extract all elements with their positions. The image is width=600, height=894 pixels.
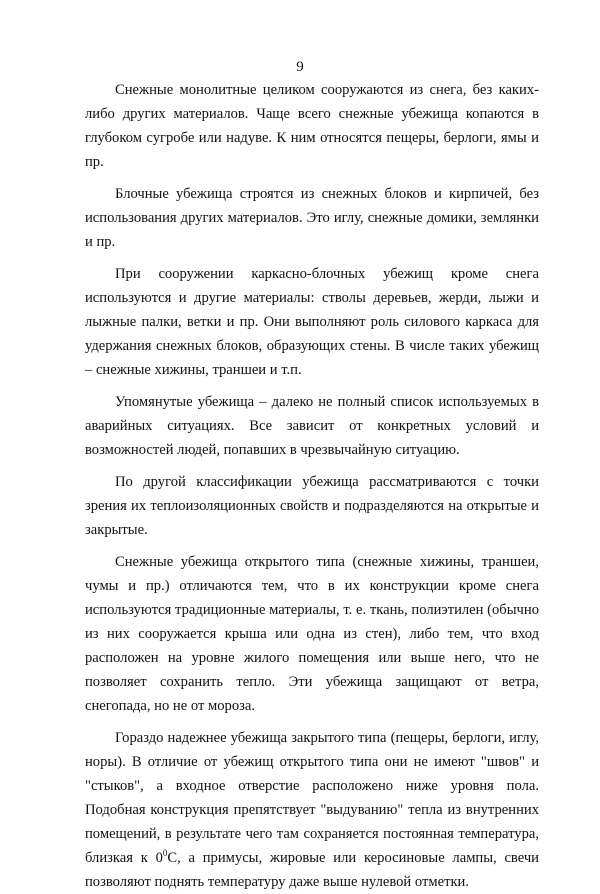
closed-type-text-before: Гораздо надежнее убежища закрытого типа (пещеры, берлоги, иглу, норы). В отличие от убежищ открытого типа они не имеют "швов" и "стыков", а входное отверстие расположено ниже уровня пола. Подобная конструкция препятствует "выдуванию" тепла из внутренних помещений, в результате чего там сохраняется постоянная температура, близкая к 0 — [85, 730, 539, 866]
paragraph-closed-type — [85, 726, 539, 894]
paragraph-monolithic-shelters: Снежные монолитные целиком сооружаются из снега, без каких-либо других материалов. Чаще всего снежные убежища копаются в глубоком сугробе или надуве. К ним относятся пещеры, берлоги, ямы и пр. — [85, 82, 539, 170]
paragraph-open-type: Снежные убежища открытого типа (снежные хижины, траншеи, чумы и пр.) отличаются тем, что в их конструкции кроме снега используются традиционные материалы, т. е. ткань, полиэтилен (обычно из них сооружается крыша или одна из стен), либо тем, что вход расположен на уровне жилого помещения или выше него, что не позволяет сохранить тепло. Эти убежища защищают от ветра, снегопада, но не от мороза. — [85, 554, 539, 714]
paragraph-block-shelters: Блочные убежища строятся из снежных блоков и кирпичей, без использования других материалов. Это иглу, снежные домики, землянки и пр. — [85, 186, 539, 250]
paragraph-classification: По другой классификации убежища рассматриваются с точки зрения их теплоизоляционных свойств и подразделяются на открытые и закрытые. — [85, 474, 539, 538]
paragraph-frame-block-shelters: При сооружении каркасно-блочных убежищ кроме снега используются и другие материалы: стволы деревьев, жерди, лыжи и лыжные палки, ветки и пр. Они выполняют роль силового каркаса для удержания снежных блоков, образующих стены. В числе таких убежищ – снежные хижины, траншеи и т.п. — [85, 266, 539, 378]
page-number: 9 — [296, 59, 304, 75]
body-text — [85, 78, 539, 894]
closed-type-text-after: С, а примусы, жировые или керосиновые лампы, свечи позволяют поднять температуру даже выше нулевой отметки. — [85, 850, 539, 890]
degree-superscript: 0 — [162, 848, 168, 858]
paragraph-list-incomplete: Упомянутые убежища – далеко не полный список используемых в аварийных ситуациях. Все зависит от конкретных условий и возможностей людей, попавших в чрезвычайную ситуацию. — [85, 394, 539, 458]
